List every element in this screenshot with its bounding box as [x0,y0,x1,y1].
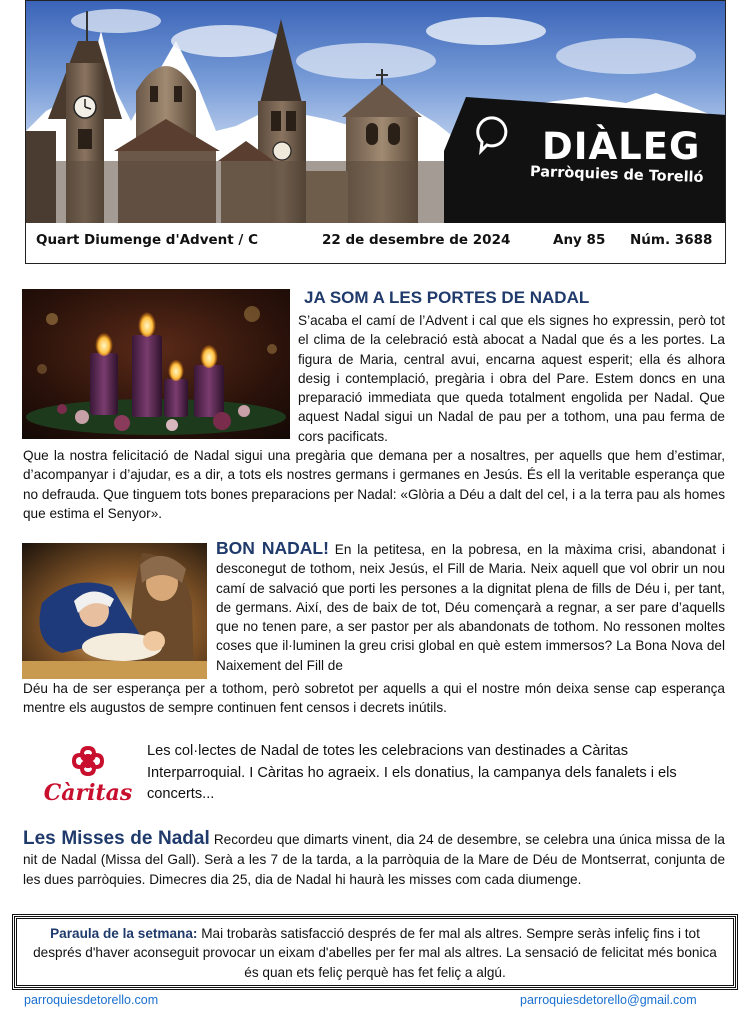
word-of-the-week-text: Mai trobaràs satisfacció després de fer mal als altres. Sempre seràs infeliç fins i tot després d'haver aconseguit provocar un eixam d'abelles per fer mal als altres. La sensació de felicitat més bonica és quan ets feliç perquè has fet feliç a algú. [33,926,717,980]
church-towers-illustration [26,1,726,223]
word-of-the-week-label: Paraula de la setmana: [50,926,198,941]
word-of-the-week-box [14,916,736,988]
caritas-cross-icon [36,744,140,784]
article2-body-top [216,539,725,675]
issue-info-row [26,223,725,263]
article-paragraph: Que la nostra felicitació de Nadal sigui una pregària que demana per a nosaltres, per aquells que hem d’estimar, d’acompanyar i d’ajudar, es a dir, a tots els nostres germans i germanes en Jesús. És ell la veritable esperança que no defrauda. Que tinguem tots bones preparacions per Nadal: «Glòria a Déu a dalt del cel, i a la terra pau als homes que estima el Senyor». [23,448,725,521]
article2-paragraph [216,539,725,675]
caritas-paragraph: Les col·lectes de Nadal de totes les celebracions van destinades a Càritas Interparroquial. I Càritas ho agraeix. I els donatius, la campanya dels fanalets i els concerts... [147,743,677,802]
misses-text: Recordeu que dimarts vinent, dia 24 de desembre, se celebra una única missa de la nit de Nadal (Missa del Gall). Serà a les 7 de la tarda, a la parròquia de la Mare de Déu de Montserrat, conjunta de les dues parròquies. Dimecres dia 25, dia de Nadal hi haurà les misses com cada diumenge. [23,832,725,887]
article2-body-bottom [23,679,725,718]
brand-title: DIÀLEG [542,125,701,168]
nativity-photo [22,543,207,679]
issue-number: Núm. 3688 [630,232,713,248]
misses-section [23,829,725,890]
misses-title: Les Misses de Nadal [23,828,210,849]
caritas-text [147,741,725,806]
article2-paragraph: Déu ha de ser esperança per a tothom, però sobretot per aquells a qui el nostre món deixa sense cap esperança mentre els augustos de sempre continuen fent censos i decrets inútils. [23,681,725,716]
masthead [25,0,726,264]
email-link[interactable]: parroquiesdetorello@gmail.com [520,993,697,1007]
caritas-logo-text: Càritas [43,780,133,806]
article2-title: BON NADAL! [216,538,329,558]
advent-candles-photo [22,289,290,439]
issue-year: Any 85 [553,232,606,248]
caritas-logo [36,744,140,806]
website-link[interactable]: parroquiesdetorello.com [24,993,159,1007]
article-paragraph: S’acaba el camí de l’Advent i cal que els signes ho expressin, però tot el clima de la celebració està abocat a Nadal que és a les portes. La figura de Maria, central avui, encarna aquest esperit; ella és alhora desig i contemplació, pregària i obra del Pare. Estem doncs en una preparació immediata que queda totalment engolida per Nadal. Que aquest Nadal sigui un Nadal de pau per a tothom, una pau ferma de cors pacificats. [298,313,725,444]
liturgical-day: Quart Diumenge d'Advent / C [36,232,258,248]
article-title: JA SOM A LES PORTES DE NADAL [304,288,590,307]
brand-subtitle: Parròquies de Torelló [529,163,704,187]
article-body-top [298,311,725,446]
article-body-bottom [23,446,725,523]
issue-date: 22 de desembre de 2024 [322,232,511,248]
misses-paragraph [23,829,725,890]
article2-text: En la petitesa, en la pobresa, en la màxima crisi, abandonat i desconegut de tothom, neix Jesús, el Fill de Maria. Neix aquell que vol obrir un nou camí de salvació que porti les persones a la dignitat plena de fills de Déu i, per tant, de germans. Així, des de baix de tot, Déu començarà a regnar, a ser pare d’aquells que no tenen pare, a ser pastor per als abandonats de tothom. No ressonen moltes coses que il·luminen la greu crisi global en què estem immersos? La Bona Nova del Naixement del Fill de [216,542,726,673]
